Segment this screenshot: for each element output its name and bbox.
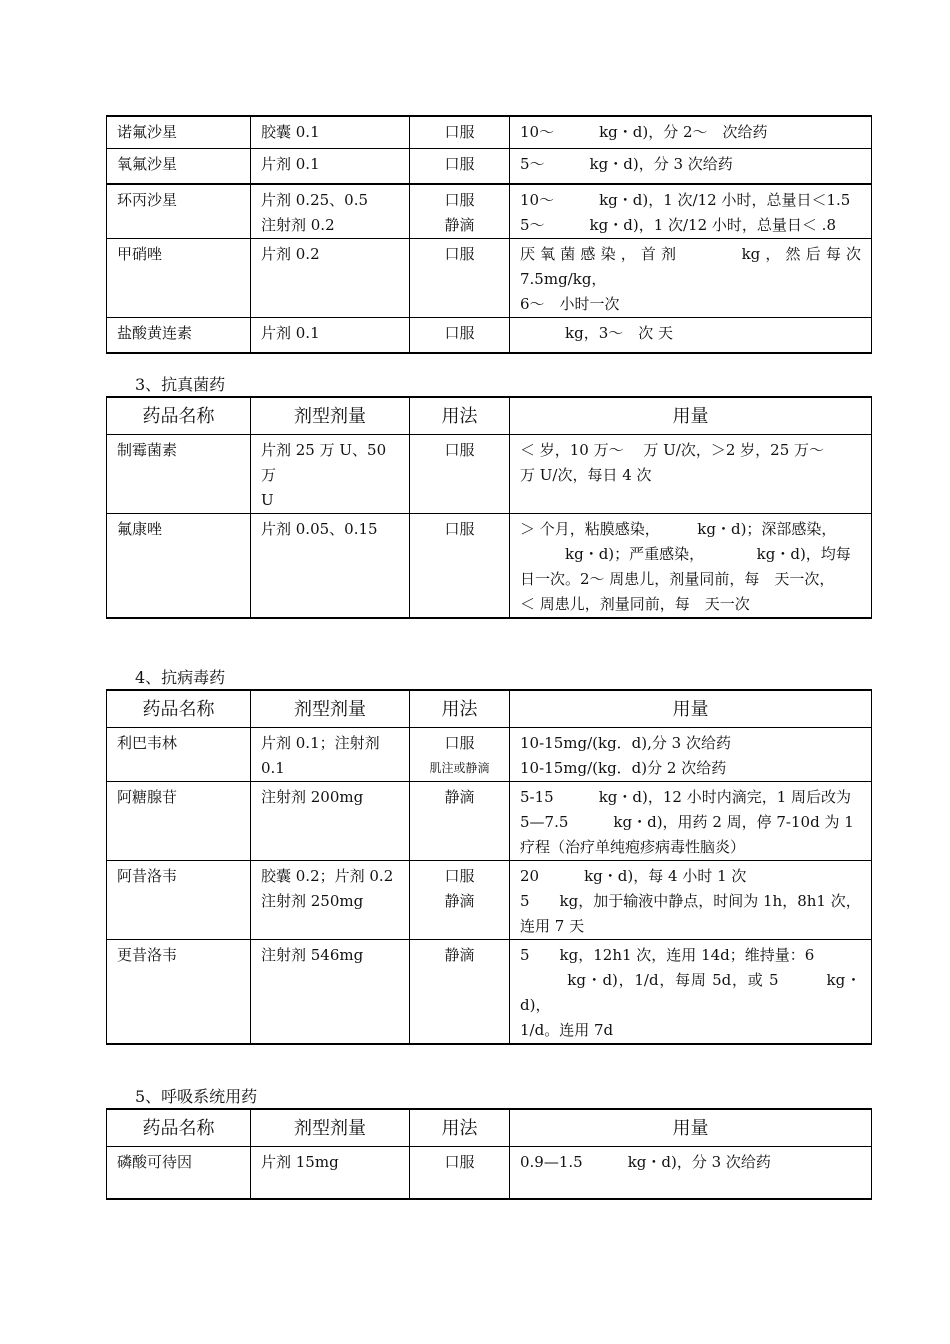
antifungal-table-body bbox=[107, 397, 872, 618]
column-header: 用量 bbox=[510, 1109, 872, 1147]
route-cell bbox=[410, 184, 510, 239]
column-header: 用法 bbox=[410, 397, 510, 435]
dosage-form-cell bbox=[251, 1147, 410, 1199]
antibacterial-table bbox=[106, 115, 872, 354]
table-row bbox=[107, 861, 872, 940]
table-row bbox=[107, 239, 872, 318]
dosage-form-cell-line: 片剂 0.1 bbox=[261, 324, 320, 342]
route-cell-line: 口服 bbox=[444, 324, 475, 342]
dosage-form-cell-line: 片剂 0.1 bbox=[261, 154, 320, 173]
dosage-form-cell bbox=[251, 239, 410, 318]
table-row bbox=[107, 148, 872, 184]
route-cell-line: 口服 bbox=[444, 867, 475, 885]
dosage-form-cell bbox=[251, 940, 410, 1045]
dosage-cell-line: 厌氧菌感染，首剂 kg，然后每次 7.5mg/kg， bbox=[520, 245, 861, 288]
route-cell bbox=[410, 318, 510, 353]
table-row bbox=[107, 514, 872, 619]
drug-name: 阿糖腺苷 bbox=[117, 788, 178, 806]
dosage-cell-line: 疗程（治疗单纯疱疹病毒性脑炎） bbox=[520, 838, 746, 856]
dosage-cell bbox=[510, 435, 872, 514]
dosage-cell-line: 5～ kg・d)，1 次/12 小时，总量日＜ .8 bbox=[520, 216, 836, 234]
dosage-cell-line: 10～ kg・d)，分 2～ 次给药 bbox=[520, 123, 768, 141]
dosage-form-cell-line: 胶囊 0.1 bbox=[261, 123, 320, 141]
drug-name-cell bbox=[107, 940, 251, 1045]
route-cell-line: 口服 bbox=[444, 734, 475, 752]
table-header-row bbox=[107, 690, 872, 728]
drug-name: 甲硝唑 bbox=[117, 245, 163, 263]
column-header: 用量 bbox=[510, 690, 872, 728]
route-cell bbox=[410, 514, 510, 619]
drug-name-cell bbox=[107, 861, 251, 940]
route-cell-line: 口服 bbox=[444, 245, 475, 263]
drug-name: 更昔洛韦 bbox=[117, 946, 178, 964]
dosage-cell-line: 5 kg，12h1 次，连用 14d；维持量：6 bbox=[520, 946, 815, 964]
drug-name: 利巴韦林 bbox=[117, 734, 178, 752]
drug-name: 磷酸可待因 bbox=[117, 1153, 193, 1171]
drug-name-cell bbox=[107, 782, 251, 861]
table-header-row bbox=[107, 1109, 872, 1147]
dosage-cell bbox=[510, 782, 872, 861]
antiviral-table bbox=[106, 689, 872, 1045]
route-cell-line: 静滴 bbox=[444, 946, 475, 964]
route-cell bbox=[410, 728, 510, 782]
dosage-cell bbox=[510, 148, 872, 184]
dosage-cell bbox=[510, 116, 872, 148]
drug-name: 阿昔洛韦 bbox=[117, 867, 178, 885]
dosage-cell-line: ＜ 岁，10 万～ 万 U/次，＞2 岁，25 万～ bbox=[520, 441, 825, 459]
dosage-cell-line: 5-15 kg・d)，12 小时内滴完，1 周后改为 bbox=[520, 788, 852, 806]
dosage-cell-line: 10～ kg・d)，1 次/12 小时，总量日＜1.5 bbox=[520, 191, 851, 209]
route-cell-line: 口服 bbox=[444, 123, 475, 141]
dosage-form-cell bbox=[251, 728, 410, 782]
dosage-cell-line: 10-15mg/(kg．d),分 3 次给药 bbox=[520, 734, 731, 752]
column-header: 剂型剂量 bbox=[251, 397, 410, 435]
dosage-form-cell-line: 胶囊 0.2；片剂 0.2 bbox=[261, 867, 394, 885]
route-cell bbox=[410, 782, 510, 861]
dosage-cell bbox=[510, 1147, 872, 1199]
drug-name: 环丙沙星 bbox=[117, 191, 178, 209]
dosage-cell-line: 连用 7 天 bbox=[520, 917, 585, 935]
dosage-cell bbox=[510, 184, 872, 239]
drug-name-cell bbox=[107, 239, 251, 318]
table-row bbox=[107, 184, 872, 239]
dosage-form-cell-line: 片剂 15mg bbox=[261, 1153, 339, 1171]
route-cell-line: 静滴 bbox=[444, 788, 475, 806]
antifungal-table bbox=[106, 396, 872, 619]
dosage-cell-line: kg・d)，1/d，每周 5d，或 5 kg・d)， bbox=[520, 971, 861, 1014]
antibacterial-table-body bbox=[107, 116, 872, 353]
drug-name: 制霉菌素 bbox=[117, 441, 178, 459]
dosage-form-cell-line: 片剂 0.1；注射剂 0.1 bbox=[261, 734, 380, 777]
route-cell bbox=[410, 861, 510, 940]
section-title-antiviral: 4、抗病毒药 bbox=[135, 668, 226, 687]
table-header-row bbox=[107, 397, 872, 435]
route-cell bbox=[410, 435, 510, 514]
route-cell bbox=[410, 1147, 510, 1199]
column-header: 药品名称 bbox=[107, 1109, 251, 1147]
dosage-cell-line: kg・d)；严重感染， kg・d)，均每 bbox=[520, 545, 851, 563]
column-header: 剂型剂量 bbox=[251, 1109, 410, 1147]
table-row bbox=[107, 1147, 872, 1199]
drug-name: 盐酸黄连素 bbox=[117, 324, 193, 342]
dosage-form-cell-line: 注射剂 0.2 bbox=[261, 216, 335, 234]
route-cell bbox=[410, 116, 510, 148]
respiratory-table-body bbox=[107, 1109, 872, 1199]
section-title-respiratory: 5、呼吸系统用药 bbox=[135, 1087, 258, 1106]
dosage-cell-line: kg，3～ 次 天 bbox=[520, 324, 674, 342]
dosage-form-cell-line: 片剂 0.05、0.15 bbox=[261, 520, 378, 538]
dosage-cell-line: 1/d。连用 7d bbox=[520, 1021, 614, 1039]
route-cell-line: 口服 bbox=[444, 1153, 475, 1171]
dosage-form-cell bbox=[251, 435, 410, 514]
dosage-cell bbox=[510, 514, 872, 619]
table-row bbox=[107, 318, 872, 353]
dosage-form-cell bbox=[251, 861, 410, 940]
dosage-cell-line: 6～ 小时一次 bbox=[520, 295, 620, 313]
antiviral-table-body bbox=[107, 690, 872, 1044]
dosage-form-cell-line: 注射剂 250mg bbox=[261, 892, 364, 910]
dosage-form-cell bbox=[251, 318, 410, 353]
drug-name: 诺氟沙星 bbox=[117, 123, 178, 141]
drug-name: 氟康唑 bbox=[117, 520, 163, 538]
dosage-cell-line: ＞ 个月，粘膜感染， kg・d)；深部感染， bbox=[520, 520, 837, 538]
dosage-cell bbox=[510, 940, 872, 1045]
dosage-cell-line: 10-15mg/(kg．d)分 2 次给药 bbox=[520, 759, 727, 777]
table-row bbox=[107, 435, 872, 514]
dosage-cell-line: 0.9—1.5 kg・d)，分 3 次给药 bbox=[520, 1153, 771, 1171]
drug-name-cell bbox=[107, 514, 251, 619]
route-cell-line: 肌注或静滴 bbox=[429, 761, 490, 775]
dosage-cell bbox=[510, 861, 872, 940]
column-header: 用量 bbox=[510, 397, 872, 435]
dosage-form-cell-line: U bbox=[261, 491, 274, 509]
table-row bbox=[107, 728, 872, 782]
drug-name-cell bbox=[107, 184, 251, 239]
dosage-cell-line: 20 kg・d)，每 4 小时 1 次 bbox=[520, 867, 747, 885]
dosage-form-cell-line: 注射剂 200mg bbox=[261, 788, 364, 806]
dosage-form-cell bbox=[251, 514, 410, 619]
dosage-form-cell-line: 片剂 25 万 U、50 万 bbox=[261, 441, 387, 484]
route-cell-line: 口服 bbox=[444, 441, 475, 459]
column-header: 剂型剂量 bbox=[251, 690, 410, 728]
section-title-antifungal: 3、抗真菌药 bbox=[135, 375, 226, 394]
respiratory-table bbox=[106, 1108, 872, 1200]
dosage-form-cell-line: 注射剂 546mg bbox=[261, 946, 364, 964]
column-header: 用法 bbox=[410, 1109, 510, 1147]
column-header: 药品名称 bbox=[107, 690, 251, 728]
drug-name-cell bbox=[107, 116, 251, 148]
dosage-cell bbox=[510, 318, 872, 353]
drug-name-cell bbox=[107, 1147, 251, 1199]
route-cell-line: 静滴 bbox=[444, 892, 475, 910]
route-cell-line: 口服 bbox=[444, 520, 475, 538]
drug-name-cell bbox=[107, 148, 251, 184]
drug-name-cell bbox=[107, 318, 251, 353]
route-cell-line: 口服 bbox=[444, 191, 475, 209]
drug-name-cell bbox=[107, 435, 251, 514]
dosage-cell-line: 万 U/次，每日 4 次 bbox=[520, 466, 652, 484]
dosage-cell-line: ＜ 周患儿，剂量同前，每 天一次 bbox=[520, 595, 750, 613]
dosage-form-cell bbox=[251, 116, 410, 148]
dosage-form-cell-line: 片剂 0.2 bbox=[261, 245, 320, 263]
route-cell bbox=[410, 940, 510, 1045]
drug-name: 氧氟沙星 bbox=[117, 154, 178, 173]
dosage-form-cell-line: 片剂 0.25、0.5 bbox=[261, 191, 369, 209]
dosage-cell bbox=[510, 728, 872, 782]
table-row bbox=[107, 116, 872, 148]
drug-name-cell bbox=[107, 728, 251, 782]
dosage-form-cell bbox=[251, 148, 410, 184]
column-header: 药品名称 bbox=[107, 397, 251, 435]
route-cell-line: 口服 bbox=[444, 154, 475, 173]
dosage-cell bbox=[510, 239, 872, 318]
dosage-cell-line: 5 kg，加于输液中静点，时间为 1h，8h1 次， bbox=[520, 892, 861, 910]
dosage-cell-line: 5—7.5 kg・d)，用药 2 周，停 7-10d 为 1 bbox=[520, 813, 854, 831]
dosage-cell-line: 日一次。2～ 周患儿，剂量同前，每 天一次， bbox=[520, 570, 835, 588]
route-cell bbox=[410, 148, 510, 184]
dosage-form-cell bbox=[251, 184, 410, 239]
table-row bbox=[107, 782, 872, 861]
route-cell bbox=[410, 239, 510, 318]
table-row bbox=[107, 940, 872, 1045]
route-cell-line: 静滴 bbox=[444, 216, 475, 234]
column-header: 用法 bbox=[410, 690, 510, 728]
dosage-form-cell bbox=[251, 782, 410, 861]
dosage-cell-line: 5～ kg・d)，分 3 次给药 bbox=[520, 154, 733, 173]
